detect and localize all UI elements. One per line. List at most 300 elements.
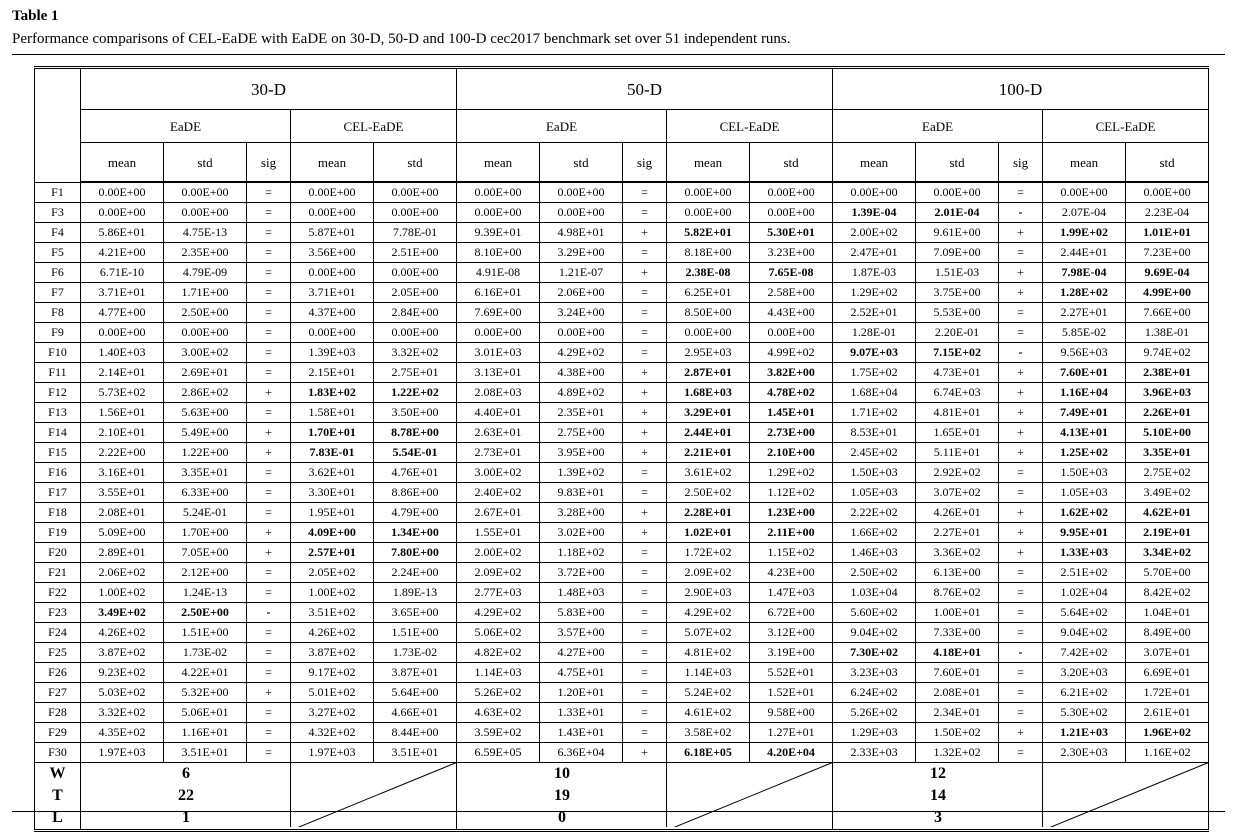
table-row: [35, 363, 1209, 383]
std-cell: 3.51E+01: [164, 743, 247, 763]
function-label: F7: [35, 283, 81, 303]
summary-label: L: [35, 807, 81, 831]
function-label: F4: [35, 223, 81, 243]
std-cell: 2.75E+00: [540, 423, 623, 443]
sig-cell: =: [999, 683, 1043, 703]
std-cell: 3.32E+02: [374, 343, 457, 363]
mean-cell: 5.06E+02: [457, 623, 540, 643]
mean-cell: 1.02E+01: [667, 523, 750, 543]
mean-cell: 2.21E+01: [667, 443, 750, 463]
std-cell: 1.51E+00: [164, 623, 247, 643]
summary-30-t: 22: [81, 785, 457, 807]
std-cell: 2.69E+01: [164, 363, 247, 383]
function-label: F25: [35, 643, 81, 663]
std-cell: 2.11E+00: [750, 523, 833, 543]
std-cell: 0.00E+00: [374, 182, 457, 203]
mean-cell: 3.62E+01: [291, 463, 374, 483]
sig-cell: =: [247, 323, 291, 343]
sig-cell: +: [247, 523, 291, 543]
std-cell: 7.15E+02: [916, 343, 999, 363]
std-cell: 5.24E-01: [164, 503, 247, 523]
std-cell: 1.50E+02: [916, 723, 999, 743]
sig-cell: =: [623, 663, 667, 683]
table-row: [35, 603, 1209, 623]
col-header-std: std: [750, 143, 833, 183]
table-row: [35, 403, 1209, 423]
std-cell: 4.78E+02: [750, 383, 833, 403]
mean-cell: 4.77E+00: [81, 303, 164, 323]
std-cell: 5.32E+00: [164, 683, 247, 703]
table-row: [35, 503, 1209, 523]
function-label: F21: [35, 563, 81, 583]
std-cell: 5.83E+00: [540, 603, 623, 623]
mean-cell: 5.64E+02: [1043, 603, 1126, 623]
std-cell: 4.22E+01: [164, 663, 247, 683]
sig-cell: -: [999, 643, 1043, 663]
sig-cell: =: [247, 463, 291, 483]
std-cell: 4.76E+01: [374, 463, 457, 483]
std-cell: 1.39E+02: [540, 463, 623, 483]
col-header-sig: sig: [999, 143, 1043, 183]
sig-cell: +: [999, 263, 1043, 283]
mean-cell: 3.30E+01: [291, 483, 374, 503]
col-header-std: std: [540, 143, 623, 183]
mean-cell: 4.21E+00: [81, 243, 164, 263]
mean-cell: 4.29E+02: [457, 603, 540, 623]
mean-cell: 1.71E+02: [833, 403, 916, 423]
mean-cell: 1.29E+02: [833, 283, 916, 303]
std-cell: 2.50E+00: [164, 303, 247, 323]
mean-cell: 9.23E+02: [81, 663, 164, 683]
table-body: [35, 182, 1209, 763]
std-cell: 3.19E+00: [750, 643, 833, 663]
std-cell: 0.00E+00: [374, 323, 457, 343]
mean-cell: 1.28E+02: [1043, 283, 1126, 303]
sig-cell: =: [623, 703, 667, 723]
mean-cell: 3.13E+01: [457, 363, 540, 383]
std-cell: 2.50E+00: [164, 603, 247, 623]
function-label: F17: [35, 483, 81, 503]
std-cell: 1.38E-01: [1126, 323, 1209, 343]
std-cell: 2.35E+01: [540, 403, 623, 423]
mean-cell: 3.87E+02: [81, 643, 164, 663]
sig-cell: =: [247, 223, 291, 243]
mean-cell: 4.26E+02: [291, 623, 374, 643]
std-cell: 1.01E+01: [1126, 223, 1209, 243]
std-cell: 2.84E+00: [374, 303, 457, 323]
mean-cell: 5.07E+02: [667, 623, 750, 643]
mean-cell: 2.15E+01: [291, 363, 374, 383]
std-cell: 4.75E-13: [164, 223, 247, 243]
std-cell: 3.02E+00: [540, 523, 623, 543]
std-cell: 3.35E+01: [164, 463, 247, 483]
std-cell: 2.24E+00: [374, 563, 457, 583]
mean-cell: 9.39E+01: [457, 223, 540, 243]
std-cell: 1.43E+01: [540, 723, 623, 743]
std-cell: 2.08E+01: [916, 683, 999, 703]
std-cell: 6.74E+03: [916, 383, 999, 403]
mean-cell: 2.52E+01: [833, 303, 916, 323]
sig-cell: +: [623, 363, 667, 383]
mean-cell: 1.62E+02: [1043, 503, 1126, 523]
sig-cell: +: [999, 543, 1043, 563]
sig-cell: +: [999, 503, 1043, 523]
std-cell: 1.52E+01: [750, 683, 833, 703]
std-cell: 3.29E+00: [540, 243, 623, 263]
std-cell: 1.22E+02: [374, 383, 457, 403]
sig-cell: =: [999, 563, 1043, 583]
mean-cell: 5.26E+02: [833, 703, 916, 723]
sig-cell: =: [999, 703, 1043, 723]
mean-cell: 2.63E+01: [457, 423, 540, 443]
sig-cell: +: [623, 383, 667, 403]
std-cell: 9.61E+00: [916, 223, 999, 243]
mean-cell: 2.30E+03: [1043, 743, 1126, 763]
std-cell: 4.98E+01: [540, 223, 623, 243]
sig-cell: =: [999, 623, 1043, 643]
std-cell: 1.73E-02: [164, 643, 247, 663]
mean-cell: 6.25E+01: [667, 283, 750, 303]
mean-cell: 3.00E+02: [457, 463, 540, 483]
mean-cell: 2.73E+01: [457, 443, 540, 463]
mean-cell: 5.82E+01: [667, 223, 750, 243]
std-cell: 1.34E+00: [374, 523, 457, 543]
std-cell: 1.24E-13: [164, 583, 247, 603]
function-label: F24: [35, 623, 81, 643]
table-row: [35, 303, 1209, 323]
std-cell: 5.30E+01: [750, 223, 833, 243]
sig-cell: =: [999, 603, 1043, 623]
mean-cell: 2.33E+03: [833, 743, 916, 763]
std-cell: 1.72E+01: [1126, 683, 1209, 703]
std-cell: 4.18E+01: [916, 643, 999, 663]
std-cell: 0.00E+00: [1126, 182, 1209, 203]
table-row: [35, 483, 1209, 503]
std-cell: 9.74E+02: [1126, 343, 1209, 363]
std-cell: 4.81E+01: [916, 403, 999, 423]
std-cell: 9.83E+01: [540, 483, 623, 503]
std-cell: 4.79E+00: [374, 503, 457, 523]
function-label: F8: [35, 303, 81, 323]
sig-cell: =: [247, 182, 291, 203]
summary-50-w: 10: [457, 763, 833, 786]
std-cell: 3.35E+01: [1126, 443, 1209, 463]
function-label: F11: [35, 363, 81, 383]
mean-cell: 0.00E+00: [457, 182, 540, 203]
function-label: F3: [35, 203, 81, 223]
std-cell: 1.27E+01: [750, 723, 833, 743]
sig-cell: +: [999, 403, 1043, 423]
top-rule: [12, 54, 1225, 55]
mean-cell: 1.83E+02: [291, 383, 374, 403]
sig-cell: =: [623, 643, 667, 663]
sig-cell: +: [623, 523, 667, 543]
mean-cell: 7.49E+01: [1043, 403, 1126, 423]
mean-cell: 5.87E+01: [291, 223, 374, 243]
mean-cell: 5.03E+02: [81, 683, 164, 703]
mean-cell: 3.58E+02: [667, 723, 750, 743]
mean-cell: 2.07E-04: [1043, 203, 1126, 223]
std-cell: 0.00E+00: [540, 323, 623, 343]
sig-cell: -: [999, 343, 1043, 363]
sig-cell: =: [999, 303, 1043, 323]
mean-cell: 1.87E-03: [833, 263, 916, 283]
mean-cell: 1.16E+04: [1043, 383, 1126, 403]
std-cell: 2.01E-04: [916, 203, 999, 223]
sig-cell: =: [623, 303, 667, 323]
table-row: [35, 703, 1209, 723]
mean-cell: 1.58E+01: [291, 403, 374, 423]
mean-cell: 7.42E+02: [1043, 643, 1126, 663]
sig-cell: =: [247, 583, 291, 603]
sig-cell: =: [247, 283, 291, 303]
std-cell: 1.71E+00: [164, 283, 247, 303]
col-header-sig: sig: [623, 143, 667, 183]
mean-cell: 2.87E+01: [667, 363, 750, 383]
dim-header-100: 100-D: [833, 68, 1209, 110]
mean-cell: 9.04E+02: [1043, 623, 1126, 643]
std-cell: 3.24E+00: [540, 303, 623, 323]
std-cell: 0.00E+00: [750, 182, 833, 203]
table-row: [35, 203, 1209, 223]
std-cell: 2.73E+00: [750, 423, 833, 443]
mean-cell: 8.18E+00: [667, 243, 750, 263]
mean-cell: 5.01E+02: [291, 683, 374, 703]
std-cell: 3.00E+02: [164, 343, 247, 363]
function-label: F27: [35, 683, 81, 703]
std-cell: 3.51E+01: [374, 743, 457, 763]
summary-50-l: 0: [457, 807, 833, 831]
sig-cell: =: [999, 323, 1043, 343]
sig-cell: =: [247, 343, 291, 363]
std-cell: 1.00E+01: [916, 603, 999, 623]
mean-cell: 2.47E+01: [833, 243, 916, 263]
std-cell: 2.75E+01: [374, 363, 457, 383]
sig-cell: =: [623, 283, 667, 303]
mean-cell: 4.32E+02: [291, 723, 374, 743]
table-row: [35, 383, 1209, 403]
mean-cell: 5.85E-02: [1043, 323, 1126, 343]
std-cell: 0.00E+00: [540, 203, 623, 223]
sig-cell: =: [623, 463, 667, 483]
mean-cell: 2.67E+01: [457, 503, 540, 523]
mean-cell: 7.30E+02: [833, 643, 916, 663]
std-cell: 8.76E+02: [916, 583, 999, 603]
mean-cell: 3.87E+02: [291, 643, 374, 663]
std-cell: 2.34E+01: [916, 703, 999, 723]
mean-cell: 1.97E+03: [81, 743, 164, 763]
mean-cell: 0.00E+00: [81, 323, 164, 343]
summary-body: [35, 763, 1209, 831]
sig-cell: =: [999, 743, 1043, 763]
sig-cell: +: [247, 543, 291, 563]
mean-cell: 2.27E+01: [1043, 303, 1126, 323]
std-cell: 7.33E+00: [916, 623, 999, 643]
mean-cell: 1.05E+03: [833, 483, 916, 503]
sig-cell: =: [623, 343, 667, 363]
sig-cell: +: [623, 503, 667, 523]
function-label: F30: [35, 743, 81, 763]
mean-cell: 4.35E+02: [81, 723, 164, 743]
mean-cell: 3.20E+03: [1043, 663, 1126, 683]
bottom-rule: [12, 811, 1225, 812]
std-cell: 4.20E+04: [750, 743, 833, 763]
mean-cell: 0.00E+00: [81, 203, 164, 223]
sig-cell: +: [999, 523, 1043, 543]
sig-cell: =: [623, 723, 667, 743]
sig-cell: =: [623, 543, 667, 563]
mean-cell: 1.56E+01: [81, 403, 164, 423]
table-row: [35, 723, 1209, 743]
table-row: [35, 583, 1209, 603]
mean-cell: 1.46E+03: [833, 543, 916, 563]
mean-cell: 2.10E+01: [81, 423, 164, 443]
sig-cell: =: [247, 723, 291, 743]
summary-label: W: [35, 763, 81, 786]
summary-30-w: 6: [81, 763, 457, 786]
sig-cell: +: [999, 443, 1043, 463]
mean-cell: 6.18E+05: [667, 743, 750, 763]
function-label: F16: [35, 463, 81, 483]
sig-cell: +: [999, 423, 1043, 443]
table-row: [35, 423, 1209, 443]
std-cell: 3.75E+00: [916, 283, 999, 303]
col-header-mean: mean: [291, 143, 374, 183]
sig-cell: +: [623, 223, 667, 243]
sig-cell: =: [247, 563, 291, 583]
col-header-std: std: [164, 143, 247, 183]
algo-header-eade: EaDE: [81, 110, 291, 143]
mean-cell: 7.60E+01: [1043, 363, 1126, 383]
mean-cell: 2.51E+02: [1043, 563, 1126, 583]
mean-cell: 4.81E+02: [667, 643, 750, 663]
sig-cell: =: [247, 303, 291, 323]
std-cell: 7.23E+00: [1126, 243, 1209, 263]
std-cell: 1.45E+01: [750, 403, 833, 423]
mean-cell: 2.08E+01: [81, 503, 164, 523]
mean-cell: 2.08E+03: [457, 383, 540, 403]
std-cell: 1.32E+02: [916, 743, 999, 763]
mean-cell: 1.99E+02: [1043, 223, 1126, 243]
std-cell: 2.19E+01: [1126, 523, 1209, 543]
std-cell: 4.75E+01: [540, 663, 623, 683]
results-table: [34, 66, 1209, 832]
mean-cell: 3.29E+01: [667, 403, 750, 423]
mean-cell: 2.45E+02: [833, 443, 916, 463]
std-cell: 1.16E+02: [1126, 743, 1209, 763]
sig-cell: -: [999, 203, 1043, 223]
std-cell: 7.66E+00: [1126, 303, 1209, 323]
mean-cell: 4.26E+02: [81, 623, 164, 643]
algo-header-cel: CEL-EaDE: [291, 110, 457, 143]
std-cell: 4.73E+01: [916, 363, 999, 383]
mean-cell: 0.00E+00: [457, 203, 540, 223]
mean-cell: 0.00E+00: [667, 182, 750, 203]
sig-cell: +: [999, 283, 1043, 303]
function-label: F19: [35, 523, 81, 543]
mean-cell: 1.00E+02: [291, 583, 374, 603]
col-header-mean: mean: [667, 143, 750, 183]
sig-cell: =: [247, 743, 291, 763]
std-cell: 0.00E+00: [540, 182, 623, 203]
sig-cell: =: [247, 663, 291, 683]
std-cell: 3.65E+00: [374, 603, 457, 623]
std-cell: 4.99E+00: [1126, 283, 1209, 303]
std-cell: 0.00E+00: [164, 203, 247, 223]
table-row: [35, 463, 1209, 483]
std-cell: 3.87E+01: [374, 663, 457, 683]
std-cell: 8.86E+00: [374, 483, 457, 503]
sig-cell: =: [247, 363, 291, 383]
mean-cell: 0.00E+00: [667, 203, 750, 223]
sig-cell: +: [999, 223, 1043, 243]
function-label: F22: [35, 583, 81, 603]
mean-cell: 2.00E+02: [833, 223, 916, 243]
std-cell: 3.57E+00: [540, 623, 623, 643]
std-cell: 5.52E+01: [750, 663, 833, 683]
std-cell: 4.38E+00: [540, 363, 623, 383]
mean-cell: 7.98E-04: [1043, 263, 1126, 283]
table-row: [35, 683, 1209, 703]
col-header-mean: mean: [1043, 143, 1126, 183]
mean-cell: 3.51E+02: [291, 603, 374, 623]
std-cell: 7.09E+00: [916, 243, 999, 263]
sig-cell: +: [623, 443, 667, 463]
std-cell: 2.58E+00: [750, 283, 833, 303]
mean-cell: 4.13E+01: [1043, 423, 1126, 443]
std-cell: 5.70E+00: [1126, 563, 1209, 583]
std-cell: 2.86E+02: [164, 383, 247, 403]
std-cell: 0.00E+00: [164, 182, 247, 203]
table-row: [35, 283, 1209, 303]
col-header-std: std: [916, 143, 999, 183]
function-label: F15: [35, 443, 81, 463]
sig-cell: =: [623, 182, 667, 203]
mean-cell: 3.01E+03: [457, 343, 540, 363]
std-cell: 1.16E+01: [164, 723, 247, 743]
mean-cell: 2.22E+02: [833, 503, 916, 523]
table-row: [35, 263, 1209, 283]
sig-cell: =: [623, 243, 667, 263]
dim-header-30: 30-D: [81, 68, 457, 110]
mean-cell: 1.95E+01: [291, 503, 374, 523]
mean-cell: 4.63E+02: [457, 703, 540, 723]
std-cell: 0.00E+00: [916, 182, 999, 203]
mean-cell: 1.39E-04: [833, 203, 916, 223]
mean-cell: 3.23E+03: [833, 663, 916, 683]
std-cell: 5.11E+01: [916, 443, 999, 463]
mean-cell: 1.66E+02: [833, 523, 916, 543]
mean-cell: 2.05E+02: [291, 563, 374, 583]
col-header-std: std: [1126, 143, 1209, 183]
table-caption: Performance comparisons of CEL-EaDE with EaDE on 30-D, 50-D and 100-D cec2017 benchmark set over 51 independent runs.: [12, 31, 791, 47]
mean-cell: 3.56E+00: [291, 243, 374, 263]
function-label: F5: [35, 243, 81, 263]
std-cell: 1.12E+02: [750, 483, 833, 503]
std-cell: 1.89E-13: [374, 583, 457, 603]
mean-cell: 2.38E-08: [667, 263, 750, 283]
std-cell: 2.10E+00: [750, 443, 833, 463]
sig-cell: +: [623, 403, 667, 423]
mean-cell: 8.10E+00: [457, 243, 540, 263]
std-cell: 3.12E+00: [750, 623, 833, 643]
std-cell: 1.21E-07: [540, 263, 623, 283]
mean-cell: 3.71E+01: [81, 283, 164, 303]
function-label: F14: [35, 423, 81, 443]
dim-header-50: 50-D: [457, 68, 833, 110]
algo-header-cel: CEL-EaDE: [667, 110, 833, 143]
sig-cell: +: [623, 743, 667, 763]
